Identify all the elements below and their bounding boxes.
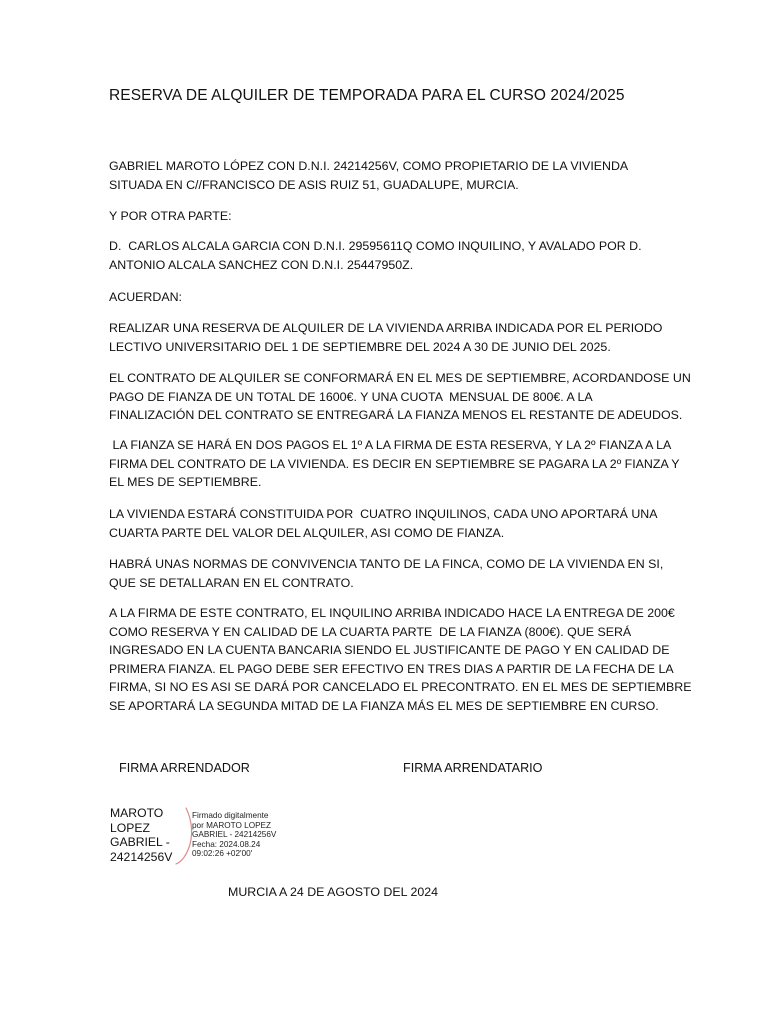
- text-line: EL MES DE SEPTIEMBRE.: [109, 475, 262, 490]
- paragraph-tenant: [109, 237, 669, 274]
- signer-name: [110, 806, 172, 864]
- paragraph-landlord: [109, 157, 669, 194]
- text-line: REALIZAR UNA RESERVA DE ALQUILER DE LA VIVIENDA ARRIBA INDICADA POR EL PERIODO: [109, 321, 663, 335]
- text-line: A LA FIRMA DE ESTE CONTRATO, EL INQUILINO ARRIBA INDICADO HACE LA ENTREGA DE 200€: [109, 606, 675, 620]
- text-line: SE APORTARÁ LA SEGUNDA MITAD DE LA FIANZA MÁS EL MES DE SEPTIEMBRE EN CURSO.: [109, 698, 659, 713]
- signature-detail-line: por MAROTO LOPEZ: [192, 820, 272, 830]
- text-line: COMO RESERVA Y EN CALIDAD DE LA CUARTA PARTE DE LA FIANZA (800€). QUE SERÁ: [109, 624, 632, 639]
- signature-detail-line: Firmado digitalmente: [192, 811, 269, 820]
- text-line: D. CARLOS ALCALA GARCIA CON D.N.I. 29595611Q COMO INQUILINO, Y AVALADO POR D.: [109, 239, 642, 253]
- text-line: ACUERDAN:: [109, 290, 182, 304]
- signer-name-line: LOPEZ: [110, 820, 150, 835]
- signer-name-line: MAROTO: [110, 806, 164, 820]
- text-line: FIRMA DEL CONTRATO DE LA VIVIENDA. ES DECIR EN SEPTIEMBRE SE PAGARA LA 2º FIANZA Y: [109, 456, 680, 471]
- paragraph-other-party: [109, 207, 669, 226]
- text-line: PRIMERA FIANZA. EL PAGO DEBE SER EFECTIVO EN TRES DIAS A PARTIR DE LA FECHA DE LA: [109, 661, 674, 676]
- text-line: PAGO DE FIANZA DE UN TOTAL DE 1600€. Y UNA CUOTA MENSUAL DE 800€. A LA: [109, 389, 593, 404]
- text-line: LA FIANZA SE HARÁ EN DOS PAGOS EL 1º A LA FIRMA DE ESTA RESERVA, Y LA 2º FIANZA A LA: [109, 438, 672, 452]
- paragraph-reservation-period: [109, 319, 669, 356]
- text-line: INGRESADO EN LA CUENTA BANCARIA SIENDO EL JUSTIFICANTE DE PAGO Y EN CALIDAD DE: [109, 643, 670, 658]
- text-line: CUARTA PARTE DEL VALOR DEL ALQUILER, ASI COMO DE FIANZA.: [109, 525, 505, 540]
- paragraph-acuerdan: [109, 288, 669, 307]
- text-line: ANTONIO ALCALA SANCHEZ CON D.N.I. 25447950Z.: [109, 257, 414, 272]
- signature-detail-line: Fecha: 2024.08.24: [192, 839, 261, 849]
- text-line: EL CONTRATO DE ALQUILER SE CONFORMARÁ EN EL MES DE SEPTIEMBRE, ACORDANDOSE UN: [109, 371, 691, 385]
- text-line: LA VIVIENDA ESTARÁ CONSTITUIDA POR CUATRO INQUILINOS, CADA UNO APORTARÁ UNA: [109, 507, 658, 521]
- text-line: LECTIVO UNIVERSITARIO DEL 1 DE SEPTIEMBRE DEL 2024 A 30 DE JUNIO DEL 2025.: [109, 339, 611, 354]
- tenant-signature-label: FIRMA ARRENDATARIO: [403, 761, 543, 775]
- signature-detail-line: GABRIEL - 24214256V: [192, 830, 277, 840]
- text-line: HABRÁ UNAS NORMAS DE CONVIVENCIA TANTO DE LA FINCA, COMO DE LA VIVIENDA EN SI,: [109, 557, 664, 571]
- text-line: QUE SE DETALLARAN EN EL CONTRATO.: [109, 575, 354, 590]
- signature-details: [192, 811, 276, 859]
- paragraph-deposit-payments: [109, 436, 680, 492]
- document-title: RESERVA DE ALQUILER DE TEMPORADA PARA EL CURSO 2024/2025: [109, 87, 625, 104]
- signer-name-line: 24214256V: [110, 849, 173, 864]
- signer-name-line: GABRIEL -: [110, 835, 170, 850]
- signature-detail-line: 09:02:26 +02'00': [192, 849, 253, 859]
- paragraph-contract-terms: [109, 369, 691, 425]
- landlord-signature-label: FIRMA ARRENDADOR: [119, 761, 250, 775]
- place-and-date: MURCIA A 24 DE AGOSTO DEL 2024: [228, 885, 439, 899]
- paragraph-tenants: [109, 505, 669, 542]
- text-line: SITUADA EN C//FRANCISCO DE ASIS RUIZ 51, GUADALUPE, MURCIA.: [109, 177, 519, 192]
- paragraph-signing-payment: [109, 604, 692, 716]
- text-line: FIRMA, SI NO ES ASI SE DARÁ POR CANCELADO EL PRECONTRATO. EN EL MES DE SEPTIEMBRE: [109, 680, 692, 695]
- text-line: Y POR OTRA PARTE:: [109, 209, 232, 223]
- digital-signature: [110, 806, 280, 866]
- paragraph-rules: [109, 555, 669, 592]
- text-line: GABRIEL MAROTO LÓPEZ CON D.N.I. 24214256V, COMO PROPIETARIO DE LA VIVIENDA: [109, 159, 629, 173]
- text-line: FINALIZACIÓN DEL CONTRATO SE ENTREGARÁ LA FIANZA MENOS EL RESTANTE DE ADEUDOS.: [109, 408, 683, 423]
